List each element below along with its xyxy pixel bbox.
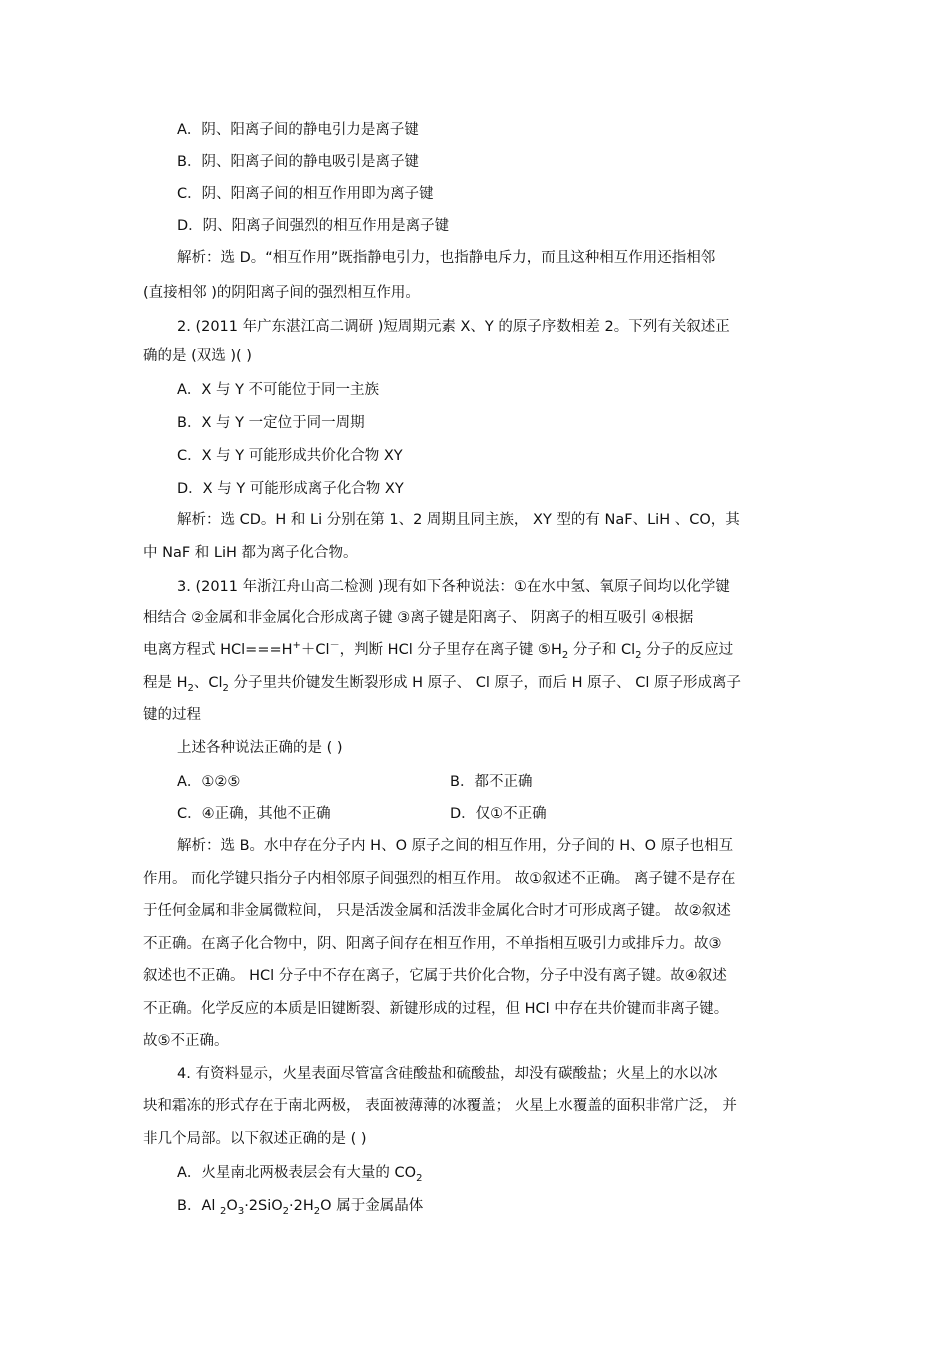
analysis-q3-line5: 叙述也不正确。 HCl 分子中不存在离子，它属于共价化合物，分子中没有离子键。故④叙述 (143, 968, 727, 984)
question-3-line5: 键的过程 (143, 707, 201, 723)
question-3-line3: 电离方程式 HCl===H+＋Cl－，判断 HCl 分子里存在离子键 $⑤H_2$ 分子和 $Cl_2$ 分子的反应过 (143, 640, 734, 661)
option-c-q1: C．阴、阳离子间的相互作用即为离子键 (177, 186, 434, 202)
question-2-line1: 2. (2011 年广东湛江高二调研 )短周期元素 X、Y 的原子序数相差 2。下列有关叙述正 (177, 319, 730, 335)
option-b-q4: B．Al $_2O_3\cdot 2SiO_2\cdot 2H_2O$ 属于金属晶体 (177, 1198, 424, 1217)
option-a-q1: A．阴、阳离子间的静电引力是离子键 (177, 122, 419, 138)
option-d-q1: D．阴、阳离子间强烈的相互作用是离子键 (177, 218, 450, 234)
question-4-line3: 非几个局部。以下叙述正确的是 ( ) (143, 1131, 367, 1147)
option-a-q4: A．火星南北两极表层会有大量的 $CO_2$ (177, 1165, 423, 1184)
option-a-q2: A．X 与 Y 不可能位于同一主族 (177, 382, 380, 398)
question-3-line4: 程是 $H_2$、$Cl_2$ 分子里共价键发生断裂形成 H 原子、 Cl 原子，而后 H 原子、 Cl 原子形成离子 (143, 675, 742, 694)
question-4-line2: 块和霜冻的形式存在于南北两极， 表面被薄薄的冰覆盖； 火星上水覆盖的面积非常广泛， 并 (143, 1098, 737, 1114)
option-d-q3: D．仅①不正确 (450, 806, 547, 822)
option-c-q3: C．④正确，其他不正确 (177, 806, 331, 822)
analysis-q3-line6: 不正确。化学反应的本质是旧键断裂、新键形成的过程，但 HCl 中存在共价键而非离子键。 (143, 1001, 729, 1017)
analysis-q1-line2: (直接相邻 )的阴阳离子间的强烈相互作用。 (143, 285, 420, 301)
option-b-q1: B．阴、阳离子间的静电吸引是离子键 (177, 154, 419, 170)
question-3-prompt: 上述各种说法正确的是 ( ) (177, 740, 343, 756)
question-3-line1: 3. (2011 年浙江舟山高二检测 )现有如下各种说法：①在水中氢、氧原子间均以化学键 (177, 579, 730, 595)
analysis-q3-line1: 解析：选 B。水中存在分子内 H、O 原子之间的相互作用，分子间的 H、O 原子也相互 (177, 838, 734, 854)
analysis-q3-line3: 于任何金属和非金属微粒间， 只是活泼金属和活泼非金属化合时才可形成离子键。 故②叙述 (143, 903, 731, 919)
option-c-q2: C．X 与 Y 可能形成共价化合物 XY (177, 448, 403, 464)
analysis-q3-line4: 不正确。在离子化合物中，阴、阳离子间存在相互作用，不单指相互吸引力或排斥力。故③ (143, 936, 722, 952)
option-b-q2: B．X 与 Y 一定位于同一周期 (177, 415, 365, 431)
option-d-q2: D．X 与 Y 可能形成离子化合物 XY (177, 481, 404, 497)
analysis-q3-line2: 作用。 而化学键只指分子内相邻原子间强烈的相互作用。 故①叙述不正确。 离子键不是存在 (143, 871, 736, 887)
analysis-q2-line1: 解析：选 CD。H 和 Li 分别在第 1、2 周期且同主族， XY 型的有 NaF、LiH 、CO，其 (177, 512, 740, 528)
option-b-q3: B．都不正确 (450, 774, 533, 790)
question-4-line1: 4. 有资料显示，火星表面尽管富含硅酸盐和硫酸盐，却没有碳酸盐；火星上的水以冰 (177, 1066, 718, 1082)
analysis-q3-line7: 故⑤不正确。 (143, 1033, 229, 1049)
question-3-line2: 相结合 ②金属和非金属化合形成离子键 ③离子键是阳离子、 阴离子的相互吸引 ④根据 (143, 610, 694, 626)
analysis-q1-line1: 解析：选 D。“相互作用”既指静电引力，也指静电斥力，而且这种相互作用还指相邻 (177, 250, 716, 266)
analysis-q2-line2: 中 NaF 和 LiH 都为离子化合物。 (143, 545, 358, 561)
option-a-q3: A．①②⑤ (177, 774, 241, 790)
question-2-line2: 确的是 (双选 )( ) (143, 348, 252, 364)
